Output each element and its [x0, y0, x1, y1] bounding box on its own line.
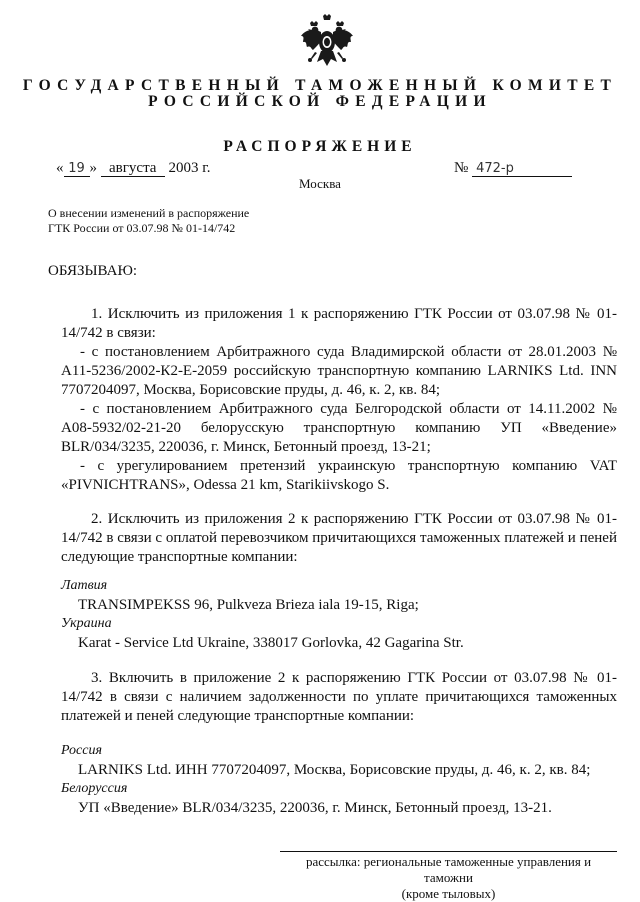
- subject-line2: ГТК России от 03.07.98 № 01-14/742: [48, 221, 236, 235]
- date-day: 19: [64, 161, 90, 177]
- date-close-quote: »: [89, 160, 97, 176]
- document-date: [56, 160, 210, 177]
- company-larniks: LARNIKS Ltd. ИНН 7707204097, Москва, Борисовские пруды, д. 46, к. 2, кв. 84;: [78, 762, 591, 778]
- city: Москва: [299, 176, 341, 191]
- company-transimpekss: TRANSIMPEKSS 96, Pulkveza Brieza iala 19-15, Riga;: [78, 597, 419, 613]
- distribution-list: [280, 854, 617, 902]
- country-belarus: Белоруссия: [61, 781, 128, 796]
- company-karat-service: Karat - Service Ltd Ukraine, 338017 Gorlovka, 42 Gagarina Str.: [78, 635, 464, 651]
- date-year: 2003 г.: [168, 160, 211, 176]
- country-ukraine: Украина: [61, 616, 112, 631]
- document-subject: [48, 206, 249, 236]
- distribution-line2: (кроме тыловых): [401, 886, 496, 901]
- paragraph-1-item-2: - с постановлением Арбитражного суда Белгородской области от 14.11.2002 № А08-5932/02-21-20 белорусскую транспортную компанию УП «Введение» BLR/034/3235, 220036, г. Минск, Бетонный проезд, 13-21;: [61, 401, 617, 455]
- org-name-line2: РОССИЙСКОЙ ФЕДЕРАЦИИ: [148, 93, 492, 110]
- country-latvia: Латвия: [61, 578, 108, 593]
- paragraph-1-item-3: - с урегулированием претензий украинскую транспортную компанию VAT «PIVNICHTRANS», Odessa 21 km, Starikiivskogo S.: [61, 458, 617, 493]
- company-vvedenie: УП «Введение» BLR/034/3235, 220036, г. Минск, Бетонный проезд, 13-21.: [78, 800, 552, 816]
- document-number: [454, 160, 572, 177]
- date-open-quote: «: [56, 160, 64, 176]
- obligate-heading: ОБЯЗЫВАЮ:: [48, 263, 138, 279]
- distribution-divider: [280, 851, 617, 852]
- double-headed-eagle-icon: [299, 14, 355, 72]
- document-title: РАСПОРЯЖЕНИЕ: [223, 138, 417, 155]
- distribution-line1: рассылка: региональные таможенные управления и таможни: [305, 854, 592, 885]
- number-sign: №: [454, 160, 469, 176]
- subject-line1: О внесении изменений в распоряжение: [48, 206, 250, 220]
- paragraph-1-intro: 1. Исключить из приложения 1 к распоряжению ГТК России от 03.07.98 № 01-14/742 в связи:: [61, 306, 617, 341]
- paragraph-2: 2. Исключить из приложения 2 к распоряжению ГТК России от 03.07.98 № 01-14/742 в связи с оплатой перевозчиком причитающихся таможенных платежей и пеней следующие транспортные компании:: [61, 511, 617, 565]
- number-value: 472-р: [472, 161, 572, 177]
- paragraph-1-item-1: - с постановлением Арбитражного суда Владимирской области от 28.01.2003 № А11-5236/2002-К2-Е-2059 российскую транспортную компанию LARNIKS Ltd. INN 7707204097, Москва, Борисовские пруды, д. 46, к. 2, кв. 84;: [61, 344, 617, 398]
- org-name-line1: ГОСУДАРСТВЕННЫЙ ТАМОЖЕННЫЙ КОМИТЕТ: [22, 77, 618, 94]
- country-russia: Россия: [61, 743, 102, 758]
- date-month: августа: [101, 161, 165, 177]
- paragraph-3: 3. Включить в приложение 2 к распоряжению ГТК России от 03.07.98 № 01-14/742 в связи с наличием задолженности по уплате причитающихся таможенных платежей и пеней следующие транспортные компании:: [61, 670, 617, 724]
